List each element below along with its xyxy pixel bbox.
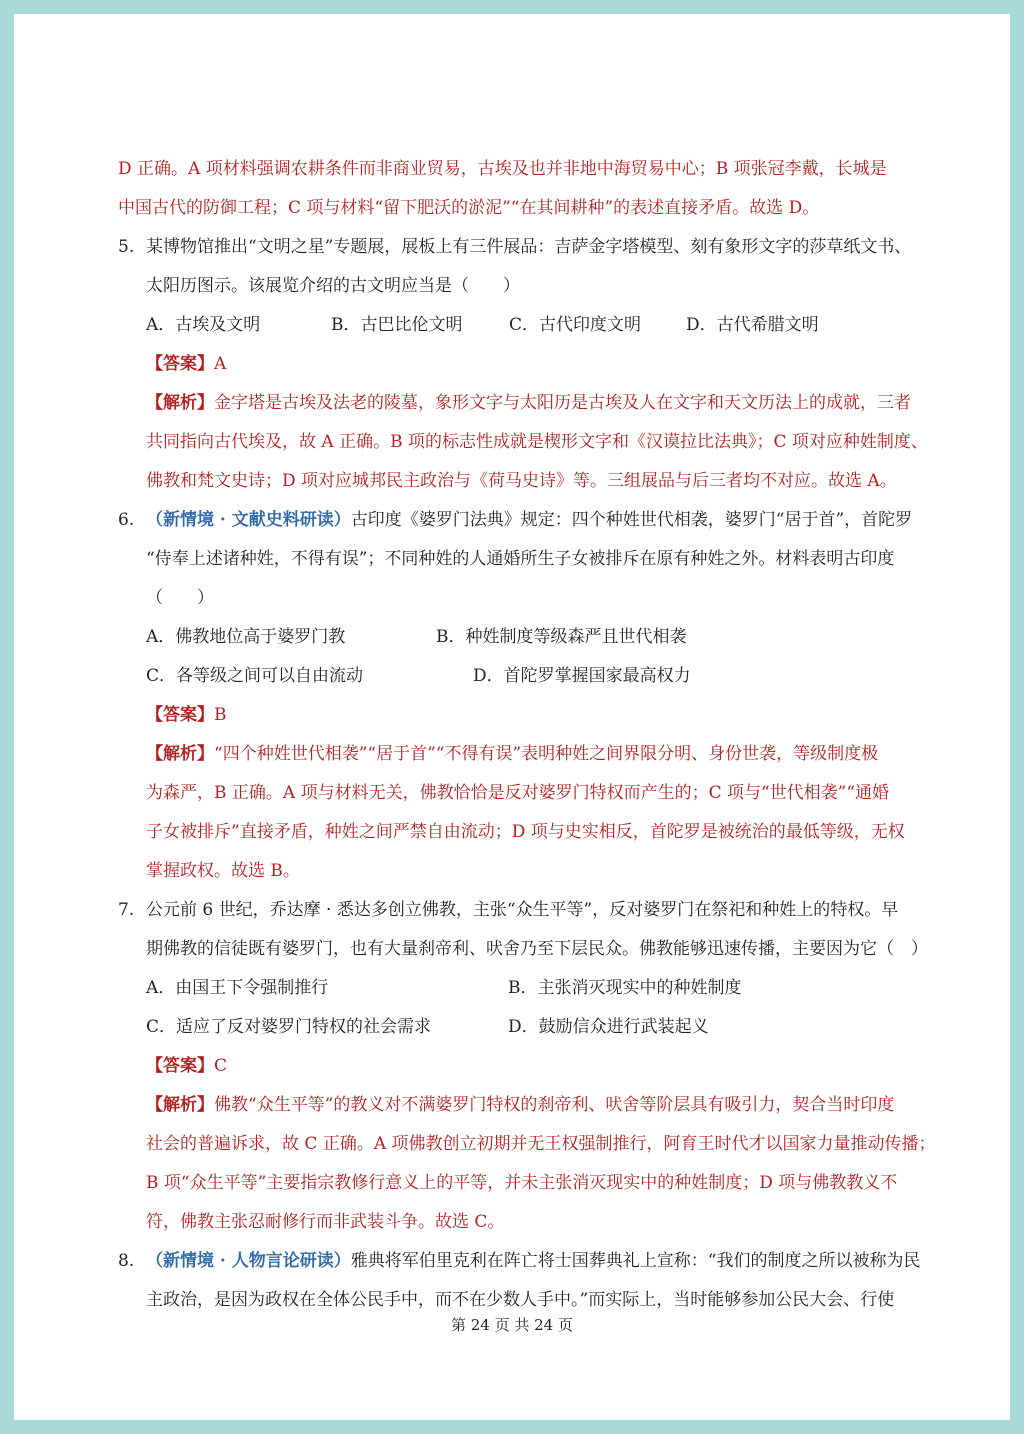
question-6-number: 6.: [118, 510, 135, 530]
question-7-line-1: [118, 891, 938, 930]
question-5-number: 5.: [118, 237, 135, 257]
analysis-label: 【解析】: [146, 744, 214, 764]
page-sheet: [14, 14, 1010, 1420]
question-7-line-2: 期佛教的信徒既有婆罗门，也有大量刹帝利、吠舍乃至下层民众。佛教能够迅速传播，主要因为它（ ）: [146, 939, 928, 959]
question-5-options: [118, 306, 938, 345]
prev-answer-line-1: D 正确。A 项材料强调农耕条件而非商业贸易，古埃及也并非地中海贸易中心；B 项张冠李戴，长城是: [118, 159, 887, 179]
question-6-text-1: 古印度《婆罗门法典》规定：四个种姓世代相袭，婆罗门“居于首”，首陀罗: [350, 510, 913, 530]
answer-label: 【答案】: [146, 354, 214, 374]
question-6-option-c: C．各等级之间可以自由流动: [146, 666, 364, 686]
question-6-line-3: （ ）: [146, 588, 214, 608]
question-7-text-1: 公元前 6 世纪，乔达摩 · 悉达多创立佛教，主张“众生平等”，反对婆罗门在祭祀和种姓上的特权。早: [146, 900, 899, 920]
question-6-options-row-1: [118, 618, 938, 657]
question-7-option-c: C．适应了反对婆罗门特权的社会需求: [146, 1017, 432, 1037]
question-6-tag: （新情境 · 文献史料研读）: [146, 510, 351, 530]
analysis-label: 【解析】: [146, 1095, 214, 1115]
question-7-option-b: B．主张消灭现实中的种姓制度: [508, 978, 742, 998]
question-6-options-row-2: [118, 657, 938, 696]
question-6-answer: [118, 696, 938, 735]
question-8-number: 8.: [118, 1251, 135, 1271]
question-6-analysis-4: 掌握政权。故选 B。: [146, 861, 300, 881]
question-6-option-d: D．首陀罗掌握国家最高权力: [473, 666, 691, 686]
question-5-answer-value: A: [214, 354, 227, 374]
question-7-analysis-2: 社会的普遍诉求，故 C 正确。A 项佛教创立初期并无王权强制推行，阿育王时代才以国家力量推动传播；: [146, 1134, 936, 1154]
question-7-options-row-2: [118, 1008, 938, 1047]
question-7-answer: [118, 1047, 938, 1086]
question-7-analysis-4: 符，佛教主张忍耐修行而非武装斗争。故选 C。: [146, 1212, 505, 1232]
question-6-analysis-1: [118, 735, 938, 774]
question-7-analysis-text-1: 佛教“众生平等”的教义对不满婆罗门特权的刹帝利、吠舍等阶层具有吸引力，契合当时印度: [214, 1095, 895, 1115]
document-body: [118, 150, 938, 1320]
prev-answer-line-2: 中国古代的防御工程；C 项与材料“留下肥沃的淤泥”“在其间耕种”的表述直接矛盾。故选 D。: [118, 198, 820, 218]
question-5-option-a: A．古埃及文明: [146, 315, 261, 335]
question-8-line-1: [118, 1242, 938, 1281]
answer-label: 【答案】: [146, 1056, 214, 1076]
question-6-line-1: [118, 501, 938, 540]
question-7-answer-value: C: [214, 1056, 228, 1076]
question-6-answer-value: B: [214, 705, 227, 725]
question-7-option-a: A．由国王下令强制推行: [146, 978, 329, 998]
question-5-line-1: [118, 228, 938, 267]
question-5-analysis-text-1: 金字塔是古埃及法老的陵墓，象形文字与太阳历是古埃及人在文字和天文历法上的成就，三者: [214, 393, 911, 413]
question-5-text-1: 某博物馆推出“文明之星”专题展，展板上有三件展品：吉萨金字塔模型、刻有象形文字的莎草纸文书、: [146, 237, 912, 257]
question-5-option-c: C．古代印度文明: [509, 315, 642, 335]
question-5-analysis-3: 佛教和梵文史诗；D 项对应城邦民主政治与《荷马史诗》等。三组展品与后三者均不对应。故选 A。: [146, 471, 897, 491]
question-5-option-b: B．古巴比伦文明: [331, 315, 463, 335]
answer-label: 【答案】: [146, 705, 214, 725]
question-6-analysis-text-1: “四个种姓世代相袭”“居于首”“不得有误”表明种姓之间界限分明、身份世袭，等级制度极: [214, 744, 879, 764]
page-footer: 第 24 页 共 24 页: [450, 1316, 573, 1334]
question-5-analysis-2: 共同指向古代埃及，故 A 正确。B 项的标志性成就是楔形文字和《汉谟拉比法典》；C 项对应种姓制度、: [146, 432, 928, 452]
question-5-line-2: 太阳历图示。该展览介绍的古文明应当是（ ）: [146, 276, 520, 296]
question-6-option-a: A．佛教地位高于婆罗门教: [146, 627, 346, 647]
question-8-line-2: 主政治，是因为政权在全体公民手中，而不在少数人手中。”而实际上，当时能够参加公民大会、行使: [146, 1290, 895, 1310]
question-7-analysis-1: [118, 1086, 938, 1125]
question-6-option-b: B．种姓制度等级森严且世代相袭: [436, 627, 687, 647]
analysis-label: 【解析】: [146, 393, 214, 413]
question-6-analysis-2: 为森严，B 正确。A 项与材料无关，佛教恰恰是反对婆罗门特权而产生的；C 项与“世代相袭”“通婚: [146, 783, 890, 803]
question-8-tag: （新情境 · 人物言论研读）: [146, 1251, 351, 1271]
question-6-analysis-3: 子女被排斥”直接矛盾，种姓之间严禁自由流动；D 项与史实相反，首陀罗是被统治的最低等级，无权: [146, 822, 905, 842]
question-5-analysis-1: [118, 384, 938, 423]
question-7-option-d: D．鼓励信众进行武装起义: [508, 1017, 709, 1037]
question-8-text-1: 雅典将军伯里克利在阵亡将士国葬典礼上宣称：“我们的制度之所以被称为民: [350, 1251, 921, 1271]
question-5-option-d: D．古代希腊文明: [686, 315, 819, 335]
question-7-number: 7.: [118, 900, 135, 920]
question-7-analysis-3: B 项“众生平等”主要指宗教修行意义上的平等，并未主张消灭现实中的种姓制度；D 项与佛教教义不: [146, 1173, 898, 1193]
question-5-answer: [118, 345, 938, 384]
question-6-line-2: “侍奉上述诸种姓，不得有误”；不同种姓的人通婚所生子女被排斥在原有种姓之外。材料表明古印度: [146, 549, 895, 569]
question-7-options-row-1: [118, 969, 938, 1008]
